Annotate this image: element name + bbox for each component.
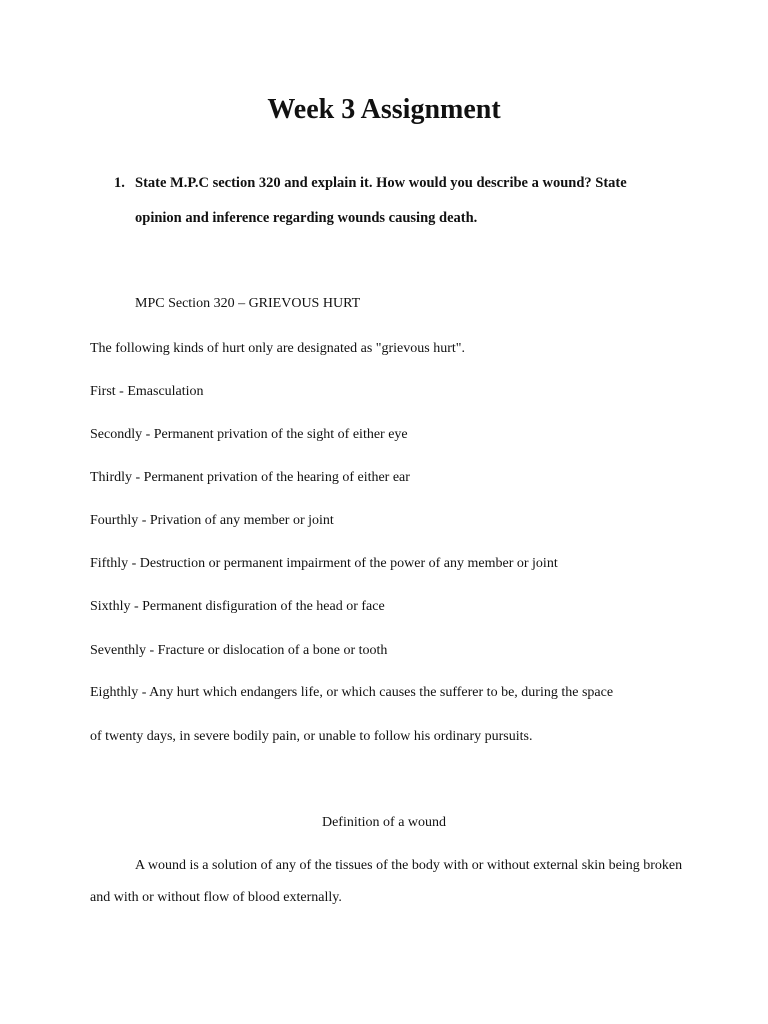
hurt-item-eighthly-continued: of twenty days, in severe bodily pain, or unable to follow his ordinary pursuits. <box>90 729 533 744</box>
hurt-item-fourthly: Fourthly - Privation of any member or joint <box>90 513 334 528</box>
section-heading: MPC Section 320 – GRIEVOUS HURT <box>135 296 361 311</box>
wound-definition-line-1: A wound is a solution of any of the tissues of the body with or without external skin being broken <box>135 858 683 873</box>
hurt-item-fifthly: Fifthly - Destruction or permanent impairment of the power of any member or joint <box>90 556 558 571</box>
question-line-1: State M.P.C section 320 and explain it. How would you describe a wound? State <box>135 175 627 191</box>
hurt-item-seventhly: Seventhly - Fracture or dislocation of a bone or tooth <box>90 643 388 658</box>
hurt-item-eighthly: Eighthly - Any hurt which endangers life, or which causes the sufferer to be, during the space <box>90 685 614 700</box>
document-title: Week 3 Assignment <box>267 94 501 125</box>
hurt-item-thirdly: Thirdly - Permanent privation of the hearing of either ear <box>90 470 410 485</box>
question-number: 1. <box>114 175 125 191</box>
question-line-2: opinion and inference regarding wounds causing death. <box>135 210 478 226</box>
wound-heading: Definition of a wound <box>321 815 447 830</box>
question-text <box>135 166 680 236</box>
hurt-item-secondly: Secondly - Permanent privation of the sight of either eye <box>90 427 408 442</box>
intro-paragraph: The following kinds of hurt only are designated as "grievous hurt". <box>90 341 465 356</box>
wound-definition-line-2: and with or without flow of blood externally. <box>90 890 342 905</box>
hurt-item-first: First - Emasculation <box>90 384 204 399</box>
hurt-item-sixthly: Sixthly - Permanent disfiguration of the head or face <box>90 599 385 614</box>
